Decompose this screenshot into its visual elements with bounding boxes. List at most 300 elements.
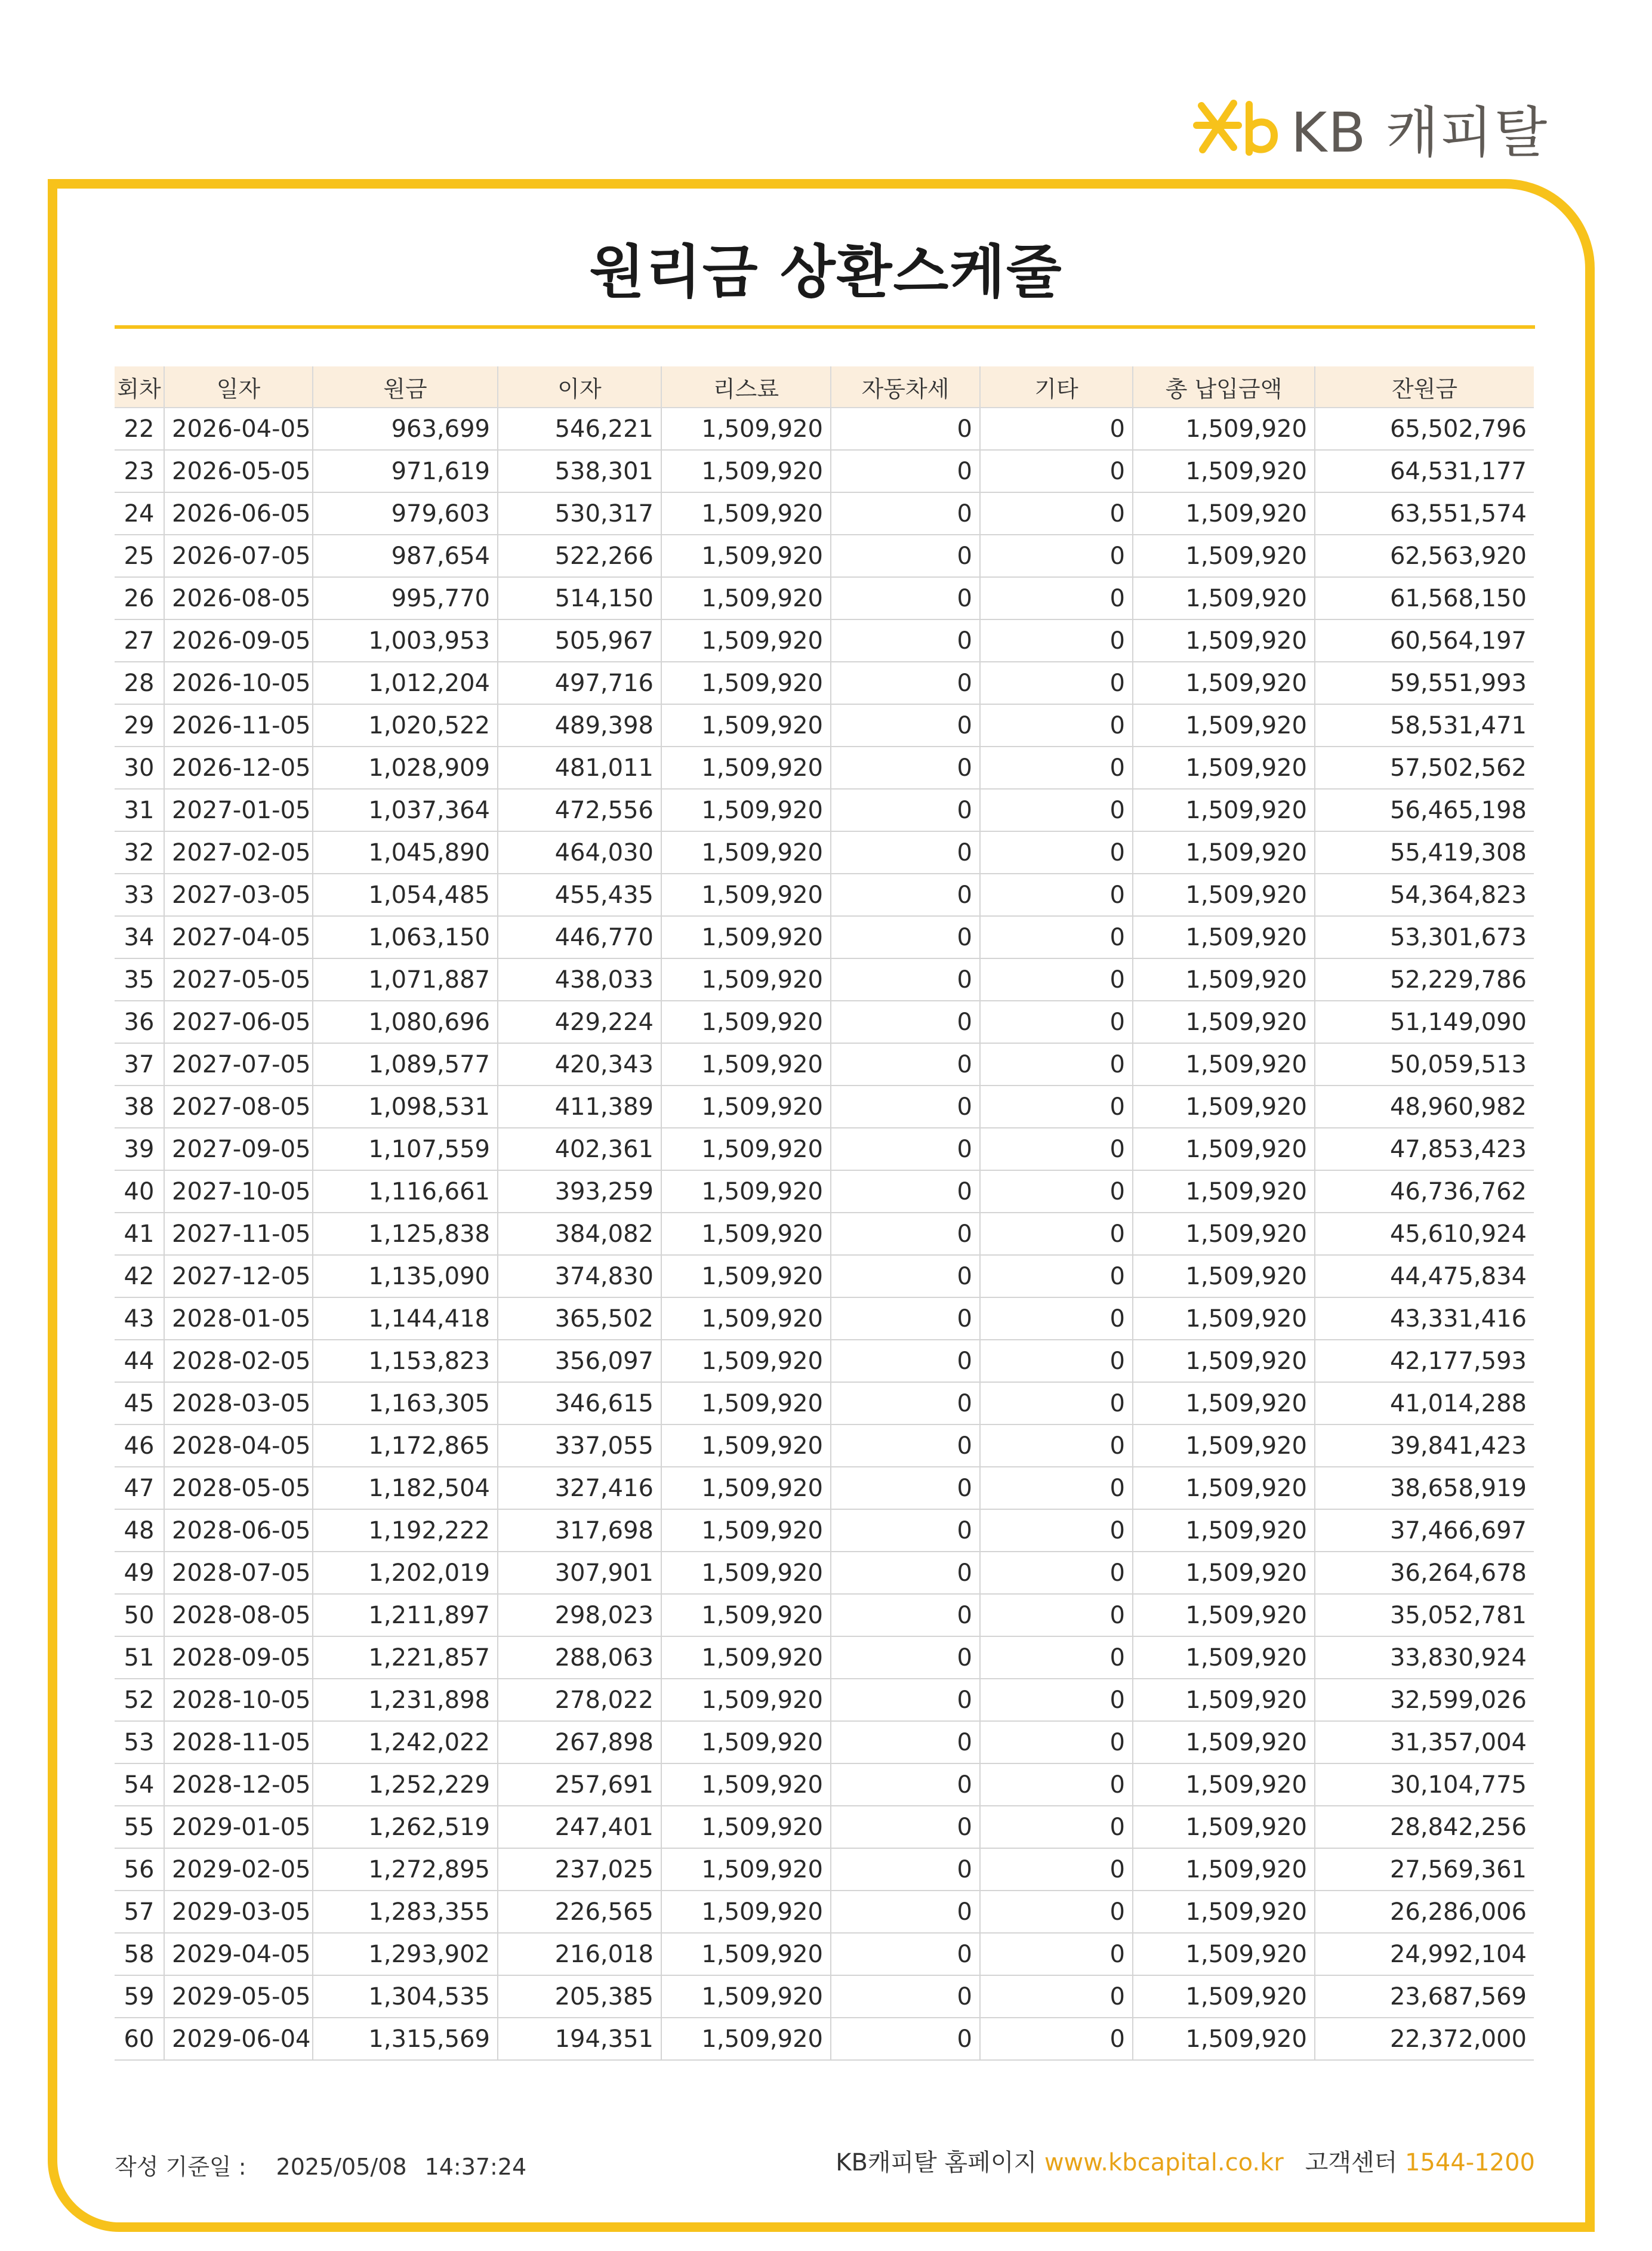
round-cell: 59 — [115, 1975, 164, 2018]
total-payment-cell: 1,509,920 — [1133, 492, 1315, 535]
table-row — [115, 408, 1534, 450]
car-tax-cell: 0 — [831, 1721, 980, 1763]
round-cell: 28 — [115, 662, 164, 704]
created-time-value: 14:37:24 — [424, 2154, 527, 2180]
round-cell: 39 — [115, 1128, 164, 1170]
date-cell: 2026-10-05 — [164, 662, 313, 704]
principal-cell: 1,144,418 — [313, 1297, 498, 1340]
date-cell: 2028-09-05 — [164, 1636, 313, 1679]
title-divider — [115, 325, 1535, 329]
lease-fee-cell: 1,509,920 — [661, 1891, 831, 1933]
principal-cell: 1,315,569 — [313, 2018, 498, 2060]
table-row — [115, 1086, 1534, 1128]
lease-fee-cell: 1,509,920 — [661, 1594, 831, 1636]
table-row — [115, 1594, 1534, 1636]
principal-cell: 1,063,150 — [313, 916, 498, 958]
interest-cell: 298,023 — [498, 1594, 661, 1636]
created-date-value: 2025/05/08 — [276, 2154, 407, 2180]
principal-cell: 1,293,902 — [313, 1933, 498, 1975]
table-row — [115, 1001, 1534, 1043]
lease-fee-cell: 1,509,920 — [661, 1424, 831, 1467]
car-tax-cell: 0 — [831, 1170, 980, 1213]
contact-info — [836, 2144, 1535, 2178]
table-row — [115, 2018, 1534, 2060]
total-payment-cell: 1,509,920 — [1133, 789, 1315, 831]
car-tax-cell: 0 — [831, 1594, 980, 1636]
date-cell: 2026-08-05 — [164, 577, 313, 619]
car-tax-cell: 0 — [831, 450, 980, 492]
principal-cell: 971,619 — [313, 450, 498, 492]
interest-cell: 237,025 — [498, 1848, 661, 1891]
principal-cell: 1,283,355 — [313, 1891, 498, 1933]
header-total-payment: 총 납입금액 — [1133, 366, 1315, 408]
principal-cell: 1,107,559 — [313, 1128, 498, 1170]
car-tax-cell: 0 — [831, 958, 980, 1001]
car-tax-cell: 0 — [831, 577, 980, 619]
round-cell: 54 — [115, 1763, 164, 1806]
car-tax-cell: 0 — [831, 1382, 980, 1424]
kb-star-icon — [1179, 92, 1280, 164]
car-tax-cell: 0 — [831, 1086, 980, 1128]
lease-fee-cell: 1,509,920 — [661, 1213, 831, 1255]
principal-cell: 1,037,364 — [313, 789, 498, 831]
round-cell: 46 — [115, 1424, 164, 1467]
created-date-info — [115, 2148, 526, 2181]
interest-cell: 317,698 — [498, 1509, 661, 1552]
other-cell: 0 — [980, 958, 1133, 1001]
principal-cell: 1,071,887 — [313, 958, 498, 1001]
interest-cell: 337,055 — [498, 1424, 661, 1467]
interest-cell: 374,830 — [498, 1255, 661, 1297]
lease-fee-cell: 1,509,920 — [661, 1721, 831, 1763]
car-tax-cell: 0 — [831, 789, 980, 831]
remaining-principal-cell: 50,059,513 — [1315, 1043, 1534, 1086]
remaining-principal-cell: 30,104,775 — [1315, 1763, 1534, 1806]
total-payment-cell: 1,509,920 — [1133, 1382, 1315, 1424]
total-payment-cell: 1,509,920 — [1133, 450, 1315, 492]
table-row — [115, 1891, 1534, 1933]
lease-fee-cell: 1,509,920 — [661, 1043, 831, 1086]
interest-cell: 393,259 — [498, 1170, 661, 1213]
interest-cell: 384,082 — [498, 1213, 661, 1255]
table-row — [115, 1297, 1534, 1340]
lease-fee-cell: 1,509,920 — [661, 1001, 831, 1043]
remaining-principal-cell: 65,502,796 — [1315, 408, 1534, 450]
interest-cell: 505,967 — [498, 619, 661, 662]
car-tax-cell: 0 — [831, 1255, 980, 1297]
lease-fee-cell: 1,509,920 — [661, 1848, 831, 1891]
remaining-principal-cell: 35,052,781 — [1315, 1594, 1534, 1636]
date-cell: 2027-06-05 — [164, 1001, 313, 1043]
other-cell: 0 — [980, 1636, 1133, 1679]
interest-cell: 546,221 — [498, 408, 661, 450]
table-row — [115, 1636, 1534, 1679]
date-cell: 2028-08-05 — [164, 1594, 313, 1636]
car-tax-cell: 0 — [831, 1679, 980, 1721]
other-cell: 0 — [980, 831, 1133, 874]
other-cell: 0 — [980, 1340, 1133, 1382]
interest-cell: 522,266 — [498, 535, 661, 577]
remaining-principal-cell: 28,842,256 — [1315, 1806, 1534, 1848]
car-tax-cell: 0 — [831, 1552, 980, 1594]
remaining-principal-cell: 47,853,423 — [1315, 1128, 1534, 1170]
date-cell: 2029-04-05 — [164, 1933, 313, 1975]
other-cell: 0 — [980, 704, 1133, 747]
total-payment-cell: 1,509,920 — [1133, 1255, 1315, 1297]
round-cell: 52 — [115, 1679, 164, 1721]
lease-fee-cell: 1,509,920 — [661, 916, 831, 958]
date-cell: 2027-01-05 — [164, 789, 313, 831]
table-row — [115, 1933, 1534, 1975]
date-cell: 2028-02-05 — [164, 1340, 313, 1382]
principal-cell: 1,003,953 — [313, 619, 498, 662]
table-row — [115, 1255, 1534, 1297]
remaining-principal-cell: 51,149,090 — [1315, 1001, 1534, 1043]
principal-cell: 1,045,890 — [313, 831, 498, 874]
principal-cell: 1,080,696 — [313, 1001, 498, 1043]
total-payment-cell: 1,509,920 — [1133, 1891, 1315, 1933]
total-payment-cell: 1,509,920 — [1133, 2018, 1315, 2060]
date-cell: 2027-04-05 — [164, 916, 313, 958]
lease-fee-cell: 1,509,920 — [661, 1170, 831, 1213]
principal-cell: 1,272,895 — [313, 1848, 498, 1891]
other-cell: 0 — [980, 1594, 1133, 1636]
date-cell: 2026-11-05 — [164, 704, 313, 747]
interest-cell: 530,317 — [498, 492, 661, 535]
interest-cell: 307,901 — [498, 1552, 661, 1594]
other-cell: 0 — [980, 1679, 1133, 1721]
round-cell: 22 — [115, 408, 164, 450]
other-cell: 0 — [980, 1213, 1133, 1255]
round-cell: 60 — [115, 2018, 164, 2060]
remaining-principal-cell: 37,466,697 — [1315, 1509, 1534, 1552]
total-payment-cell: 1,509,920 — [1133, 408, 1315, 450]
remaining-principal-cell: 26,286,006 — [1315, 1891, 1534, 1933]
total-payment-cell: 1,509,920 — [1133, 1043, 1315, 1086]
table-row — [115, 1509, 1534, 1552]
round-cell: 31 — [115, 789, 164, 831]
other-cell: 0 — [980, 1467, 1133, 1509]
lease-fee-cell: 1,509,920 — [661, 831, 831, 874]
kb-capital-logo — [1179, 90, 1549, 167]
principal-cell: 1,304,535 — [313, 1975, 498, 2018]
date-cell: 2026-06-05 — [164, 492, 313, 535]
date-cell: 2027-03-05 — [164, 874, 313, 916]
table-row — [115, 916, 1534, 958]
lease-fee-cell: 1,509,920 — [661, 1933, 831, 1975]
interest-cell: 420,343 — [498, 1043, 661, 1086]
other-cell: 0 — [980, 874, 1133, 916]
other-cell: 0 — [980, 2018, 1133, 2060]
header-date: 일자 — [164, 366, 313, 408]
principal-cell: 1,202,019 — [313, 1552, 498, 1594]
lease-fee-cell: 1,509,920 — [661, 662, 831, 704]
principal-cell: 1,153,823 — [313, 1340, 498, 1382]
interest-cell: 278,022 — [498, 1679, 661, 1721]
homepage-label: KB캐피탈 홈페이지 — [836, 2149, 1037, 2176]
principal-cell: 1,012,204 — [313, 662, 498, 704]
car-tax-cell: 0 — [831, 535, 980, 577]
other-cell: 0 — [980, 1763, 1133, 1806]
other-cell: 0 — [980, 1382, 1133, 1424]
car-tax-cell: 0 — [831, 1848, 980, 1891]
round-cell: 51 — [115, 1636, 164, 1679]
round-cell: 33 — [115, 874, 164, 916]
date-cell: 2027-11-05 — [164, 1213, 313, 1255]
total-payment-cell: 1,509,920 — [1133, 1509, 1315, 1552]
car-tax-cell: 0 — [831, 492, 980, 535]
round-cell: 29 — [115, 704, 164, 747]
other-cell: 0 — [980, 1086, 1133, 1128]
lease-fee-cell: 1,509,920 — [661, 535, 831, 577]
round-cell: 41 — [115, 1213, 164, 1255]
header-other: 기타 — [980, 366, 1133, 408]
date-cell: 2027-12-05 — [164, 1255, 313, 1297]
date-cell: 2026-12-05 — [164, 747, 313, 789]
table-row — [115, 662, 1534, 704]
round-cell: 27 — [115, 619, 164, 662]
remaining-principal-cell: 52,229,786 — [1315, 958, 1534, 1001]
remaining-principal-cell: 31,357,004 — [1315, 1721, 1534, 1763]
lease-fee-cell: 1,509,920 — [661, 450, 831, 492]
total-payment-cell: 1,509,920 — [1133, 874, 1315, 916]
remaining-principal-cell: 53,301,673 — [1315, 916, 1534, 958]
lease-fee-cell: 1,509,920 — [661, 958, 831, 1001]
remaining-principal-cell: 24,992,104 — [1315, 1933, 1534, 1975]
date-cell: 2026-04-05 — [164, 408, 313, 450]
other-cell: 0 — [980, 450, 1133, 492]
table-row — [115, 1128, 1534, 1170]
car-tax-cell: 0 — [831, 662, 980, 704]
lease-fee-cell: 1,509,920 — [661, 747, 831, 789]
lease-fee-cell: 1,509,920 — [661, 1255, 831, 1297]
interest-cell: 205,385 — [498, 1975, 661, 2018]
date-cell: 2028-01-05 — [164, 1297, 313, 1340]
total-payment-cell: 1,509,920 — [1133, 1086, 1315, 1128]
interest-cell: 247,401 — [498, 1806, 661, 1848]
table-row — [115, 747, 1534, 789]
principal-cell: 1,116,661 — [313, 1170, 498, 1213]
total-payment-cell: 1,509,920 — [1133, 831, 1315, 874]
interest-cell: 538,301 — [498, 450, 661, 492]
remaining-principal-cell: 45,610,924 — [1315, 1213, 1534, 1255]
table-row — [115, 958, 1534, 1001]
interest-cell: 481,011 — [498, 747, 661, 789]
table-row — [115, 492, 1534, 535]
round-cell: 49 — [115, 1552, 164, 1594]
other-cell: 0 — [980, 789, 1133, 831]
remaining-principal-cell: 33,830,924 — [1315, 1636, 1534, 1679]
car-tax-cell: 0 — [831, 1424, 980, 1467]
principal-cell: 1,028,909 — [313, 747, 498, 789]
lease-fee-cell: 1,509,920 — [661, 1975, 831, 2018]
total-payment-cell: 1,509,920 — [1133, 1679, 1315, 1721]
lease-fee-cell: 1,509,920 — [661, 874, 831, 916]
interest-cell: 356,097 — [498, 1340, 661, 1382]
table-row — [115, 1763, 1534, 1806]
principal-cell: 1,192,222 — [313, 1509, 498, 1552]
other-cell: 0 — [980, 662, 1133, 704]
car-tax-cell: 0 — [831, 874, 980, 916]
interest-cell: 346,615 — [498, 1382, 661, 1424]
total-payment-cell: 1,509,920 — [1133, 662, 1315, 704]
interest-cell: 429,224 — [498, 1001, 661, 1043]
other-cell: 0 — [980, 408, 1133, 450]
interest-cell: 455,435 — [498, 874, 661, 916]
principal-cell: 1,163,305 — [313, 1382, 498, 1424]
table-row — [115, 1975, 1534, 2018]
remaining-principal-cell: 63,551,574 — [1315, 492, 1534, 535]
table-row — [115, 1170, 1534, 1213]
other-cell: 0 — [980, 1043, 1133, 1086]
car-tax-cell: 0 — [831, 916, 980, 958]
lease-fee-cell: 1,509,920 — [661, 1763, 831, 1806]
other-cell: 0 — [980, 492, 1133, 535]
round-cell: 56 — [115, 1848, 164, 1891]
date-cell: 2029-06-04 — [164, 2018, 313, 2060]
brand-name: KB 캐피탈 — [1291, 101, 1549, 165]
date-cell: 2028-07-05 — [164, 1552, 313, 1594]
lease-fee-cell: 1,509,920 — [661, 408, 831, 450]
remaining-principal-cell: 27,569,361 — [1315, 1848, 1534, 1891]
remaining-principal-cell: 41,014,288 — [1315, 1382, 1534, 1424]
table-row — [115, 1213, 1534, 1255]
round-cell: 24 — [115, 492, 164, 535]
car-tax-cell: 0 — [831, 1043, 980, 1086]
principal-cell: 1,242,022 — [313, 1721, 498, 1763]
date-cell: 2027-09-05 — [164, 1128, 313, 1170]
header-interest: 이자 — [498, 366, 661, 408]
round-cell: 36 — [115, 1001, 164, 1043]
total-payment-cell: 1,509,920 — [1133, 1975, 1315, 2018]
other-cell: 0 — [980, 1721, 1133, 1763]
call-center-number[interactable]: 1544-1200 — [1404, 2149, 1535, 2176]
header-remaining-principal: 잔원금 — [1315, 366, 1534, 408]
table-row — [115, 1340, 1534, 1382]
table-row — [115, 619, 1534, 662]
round-cell: 25 — [115, 535, 164, 577]
date-cell: 2026-05-05 — [164, 450, 313, 492]
remaining-principal-cell: 62,563,920 — [1315, 535, 1534, 577]
car-tax-cell: 0 — [831, 1001, 980, 1043]
table-row — [115, 1721, 1534, 1763]
total-payment-cell: 1,509,920 — [1133, 1001, 1315, 1043]
car-tax-cell: 0 — [831, 1340, 980, 1382]
round-cell: 30 — [115, 747, 164, 789]
other-cell: 0 — [980, 1891, 1133, 1933]
header-principal: 원금 — [313, 366, 498, 408]
homepage-link[interactable]: www.kbcapital.co.kr — [1044, 2149, 1284, 2176]
principal-cell: 995,770 — [313, 577, 498, 619]
date-cell: 2026-07-05 — [164, 535, 313, 577]
round-cell: 35 — [115, 958, 164, 1001]
interest-cell: 464,030 — [498, 831, 661, 874]
other-cell: 0 — [980, 1255, 1133, 1297]
table-row — [115, 831, 1534, 874]
date-cell: 2029-02-05 — [164, 1848, 313, 1891]
other-cell: 0 — [980, 916, 1133, 958]
remaining-principal-cell: 46,736,762 — [1315, 1170, 1534, 1213]
lease-fee-cell: 1,509,920 — [661, 1086, 831, 1128]
date-cell: 2028-11-05 — [164, 1721, 313, 1763]
lease-fee-cell: 1,509,920 — [661, 1552, 831, 1594]
table-row — [115, 1848, 1534, 1891]
other-cell: 0 — [980, 577, 1133, 619]
lease-fee-cell: 1,509,920 — [661, 1679, 831, 1721]
interest-cell: 257,691 — [498, 1763, 661, 1806]
remaining-principal-cell: 55,419,308 — [1315, 831, 1534, 874]
header-car-tax: 자동차세 — [831, 366, 980, 408]
lease-fee-cell: 1,509,920 — [661, 577, 831, 619]
other-cell: 0 — [980, 619, 1133, 662]
other-cell: 0 — [980, 1170, 1133, 1213]
car-tax-cell: 0 — [831, 1467, 980, 1509]
lease-fee-cell: 1,509,920 — [661, 1340, 831, 1382]
remaining-principal-cell: 58,531,471 — [1315, 704, 1534, 747]
round-cell: 43 — [115, 1297, 164, 1340]
principal-cell: 1,172,865 — [313, 1424, 498, 1467]
total-payment-cell: 1,509,920 — [1133, 1213, 1315, 1255]
interest-cell: 216,018 — [498, 1933, 661, 1975]
remaining-principal-cell: 43,331,416 — [1315, 1297, 1534, 1340]
lease-fee-cell: 1,509,920 — [661, 1128, 831, 1170]
round-cell: 34 — [115, 916, 164, 958]
other-cell: 0 — [980, 1806, 1133, 1848]
principal-cell: 1,098,531 — [313, 1086, 498, 1128]
round-cell: 32 — [115, 831, 164, 874]
other-cell: 0 — [980, 1001, 1133, 1043]
date-cell: 2027-10-05 — [164, 1170, 313, 1213]
call-center-label: 고객센터 — [1305, 2149, 1398, 2176]
total-payment-cell: 1,509,920 — [1133, 1721, 1315, 1763]
table-row — [115, 577, 1534, 619]
table-row — [115, 704, 1534, 747]
round-cell: 45 — [115, 1382, 164, 1424]
table-body — [115, 408, 1534, 2060]
car-tax-cell: 0 — [831, 831, 980, 874]
date-cell: 2028-03-05 — [164, 1382, 313, 1424]
lease-fee-cell: 1,509,920 — [661, 704, 831, 747]
principal-cell: 1,221,857 — [313, 1636, 498, 1679]
total-payment-cell: 1,509,920 — [1133, 619, 1315, 662]
interest-cell: 514,150 — [498, 577, 661, 619]
round-cell: 58 — [115, 1933, 164, 1975]
total-payment-cell: 1,509,920 — [1133, 958, 1315, 1001]
other-cell: 0 — [980, 1424, 1133, 1467]
date-cell: 2028-06-05 — [164, 1509, 313, 1552]
table-row — [115, 1552, 1534, 1594]
round-cell: 50 — [115, 1594, 164, 1636]
other-cell: 0 — [980, 1509, 1133, 1552]
interest-cell: 472,556 — [498, 789, 661, 831]
total-payment-cell: 1,509,920 — [1133, 1806, 1315, 1848]
round-cell: 48 — [115, 1509, 164, 1552]
other-cell: 0 — [980, 1128, 1133, 1170]
car-tax-cell: 0 — [831, 2018, 980, 2060]
round-cell: 26 — [115, 577, 164, 619]
date-cell: 2028-05-05 — [164, 1467, 313, 1509]
round-cell: 42 — [115, 1255, 164, 1297]
date-cell: 2028-10-05 — [164, 1679, 313, 1721]
car-tax-cell: 0 — [831, 408, 980, 450]
round-cell: 57 — [115, 1891, 164, 1933]
interest-cell: 446,770 — [498, 916, 661, 958]
car-tax-cell: 0 — [831, 1806, 980, 1848]
total-payment-cell: 1,509,920 — [1133, 535, 1315, 577]
round-cell: 37 — [115, 1043, 164, 1086]
lease-fee-cell: 1,509,920 — [661, 1509, 831, 1552]
date-cell: 2029-05-05 — [164, 1975, 313, 2018]
